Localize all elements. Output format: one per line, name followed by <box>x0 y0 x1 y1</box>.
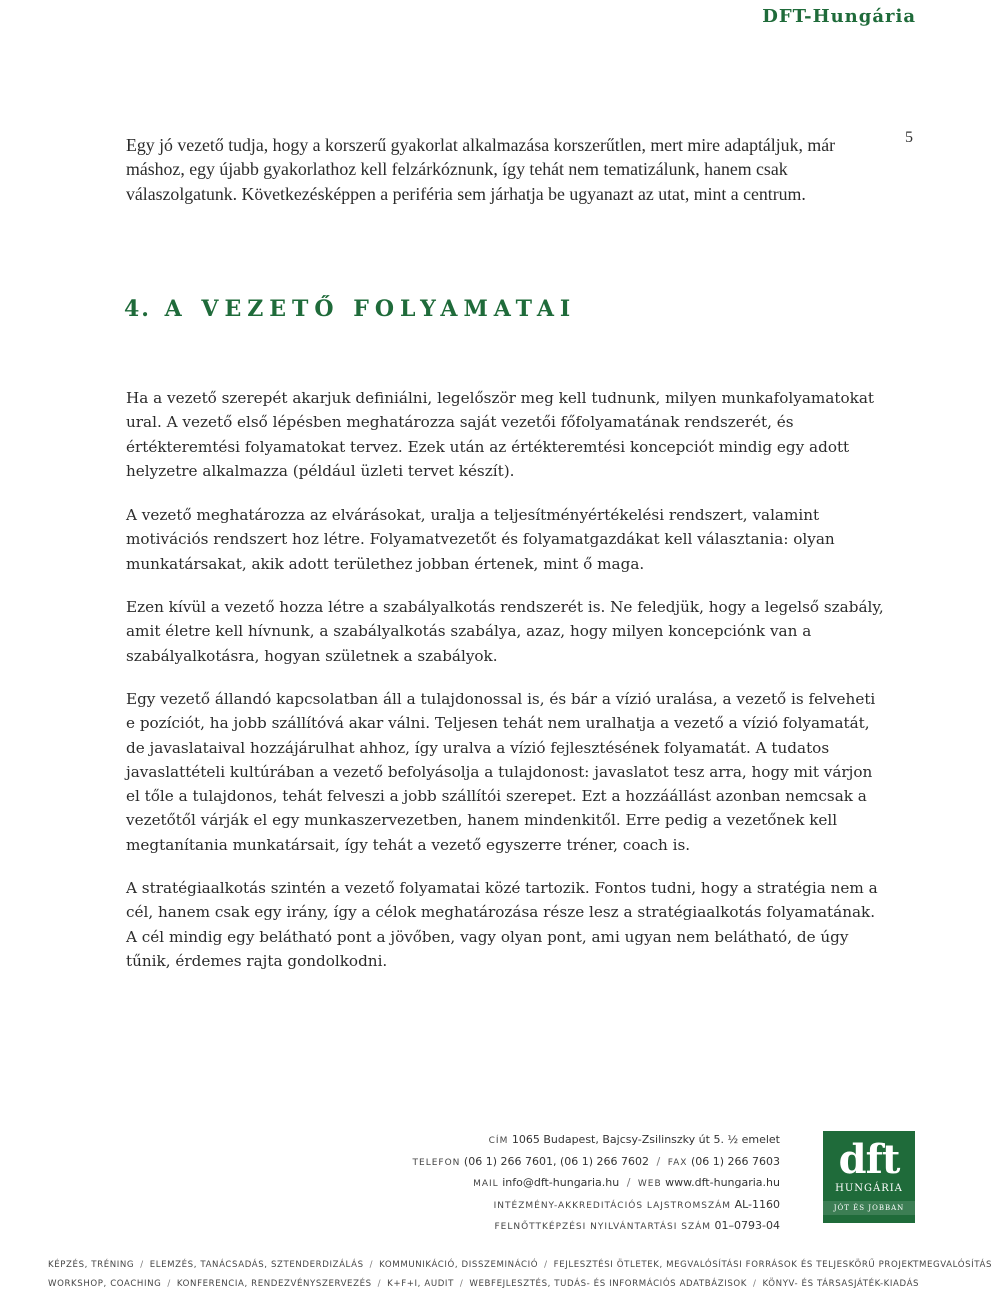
separator: / <box>544 1260 548 1270</box>
separator: / <box>167 1279 171 1289</box>
contact-block <box>413 1130 780 1238</box>
paragraph-5: A stratégiaalkotás szintén a vezető folyamatai közé tartozik. Fontos tudni, hogy a stratégia nem a cél, hanem csak egy irány, így a célok meghatározása része lesz a stratégiaalkotás folyamatának. A cél mindig egy belátható pont a jövőben, vagy olyan pont, ami ugyan nem belátható, de úgy tűnik, érdemes rajta gondolkodni. <box>126 879 878 970</box>
adult-ed-label: FELNŐTTKÉPZÉSI NYILVÁNTARTÁSI SZÁM <box>494 1222 712 1233</box>
logo-subtitle: HUNGÁRIA <box>835 1183 903 1194</box>
fax-label: FAX <box>667 1157 688 1168</box>
separator: / <box>140 1260 144 1270</box>
accreditation: AL-1160 <box>734 1197 780 1211</box>
separator: / <box>459 1279 464 1289</box>
section-heading <box>124 296 576 322</box>
logo-wordmark: dft <box>838 1136 900 1183</box>
fax: (06 1) 266 7603 <box>690 1154 780 1168</box>
adult-ed: 01–0793-04 <box>714 1219 780 1233</box>
separator: / <box>626 1176 631 1190</box>
phone-label: TELEFON <box>412 1157 461 1168</box>
paragraph-4: Egy vezető állandó kapcsolatban áll a tulajdonossal is, és bár a vízió uralása, a vezető is felveheti e pozíciót, ha jobb szállítóvá akar válni. Teljesen tehát nem uralhatja a vezető a vízió folyamatát, de javaslataival hozzájárulhat ahhoz, így uralva a vízió fejlesztésének folyamatát. A tudatos javaslattételi kultúrában a vezető befolyásolja a tulajdonost: javaslatot tesz arra, hogy mit várjon el tőle a tulajdonos, tehát felveszi a jobb szállítói szerepet. Ezt a hozzáállást azonban nemcsak a vezetőtől várják el egy munkaszervezetben, hanem mindenkitől. Erre pedig a vezetőnek kell megtanítania munkatársait, így tehát a vezető egyszerre tréner, coach is. <box>126 690 876 854</box>
section-number: 4. <box>124 296 151 322</box>
section-title: A VEZETŐ FOLYAMATAI <box>164 296 577 322</box>
page-number: 5 <box>905 129 913 146</box>
paragraph-1: Ha a vezető szerepét akarjuk definiálni, legelőször meg kell tudnunk, milyen munkafolyamatokat ural. A vezető első lépésben meghatározza saját vezetői főfolyamatának rendszerét, és értékteremtési folyamatokat tervez. Ezek után az értékteremtési koncepciót mindig egy adott helyzetre alkalmazza (például üzleti tervet készít). <box>126 389 874 480</box>
service-item: KÉPZÉS, TRÉNING <box>48 1260 135 1270</box>
service-item: WEBFEJLESZTÉS, TUDÁS- ÉS INFORMÁCIÓS ADATBÁZISOK <box>469 1279 748 1289</box>
paragraph-3: Ezen kívül a vezető hozza létre a szabályalkotás rendszerét is. Ne feledjük, hogy a legelső szabály, amit életre kell hívnunk, a szabályalkotás szabálya, azaz, hogy milyen koncepciónk van a szabályalkotásra, hogyan születnek a szabályok. <box>126 598 884 665</box>
service-item: FEJLESZTÉSI ÖTLETEK, MEGVALÓSÍTÁSI FORRÁSOK ÉS TELJESKÖRŰ PROJEKTMEGVALÓSÍTÁS <box>553 1260 992 1270</box>
adult-ed-line <box>413 1216 780 1238</box>
mail-label: MAIL <box>473 1179 499 1190</box>
paragraph-2: A vezető meghatározza az elvárásokat, uralja a teljesítményértékelési rendszert, valamint motivációs rendszert hoz létre. Folyamatvezetőt és folyamatgazdákat kell választania: olyan munkatársakat, akik adott területhez jobban értenek, mint ő maga. <box>126 506 835 573</box>
service-item: ELEMZÉS, TANÁCSADÁS, SZTENDERDIZÁLÁS <box>149 1260 364 1270</box>
address-label: CÍM <box>488 1136 509 1146</box>
separator: / <box>377 1279 382 1289</box>
address: 1065 Budapest, Bajcsy-Zsilinszky út 5. ½ emelet <box>511 1133 780 1146</box>
service-item: K+F+I, AUDIT <box>387 1279 454 1289</box>
mail-line <box>413 1173 780 1195</box>
brand-header: DFT-Hungária <box>762 6 916 27</box>
separator: / <box>753 1279 757 1289</box>
address-line <box>413 1130 780 1152</box>
phone-line <box>413 1152 780 1174</box>
phone: (06 1) 266 7601, (06 1) 266 7602 <box>463 1154 650 1168</box>
web[interactable]: www.dft-hungaria.hu <box>665 1176 780 1190</box>
services-line-1 <box>48 1260 992 1270</box>
separator: / <box>656 1154 661 1168</box>
mail[interactable]: info@dft-hungaria.hu <box>502 1176 620 1190</box>
service-item: KONFERENCIA, RENDEZVÉNYSZERVEZÉS <box>176 1279 372 1289</box>
logo-tagline: JÓT ÉS JOBBAN <box>823 1201 915 1215</box>
service-item: KOMMUNIKÁCIÓ, DISSZEMINÁCIÓ <box>379 1260 539 1270</box>
services-line-2 <box>48 1279 928 1289</box>
service-item: WORKSHOP, COACHING <box>48 1279 162 1289</box>
intro-paragraph: Egy jó vezető tudja, hogy a korszerű gyakorlat alkalmazása korszerűtlen, mert mire adaptáljuk, már máshoz, egy újabb gyakorlathoz kell felzárkóznunk, így tehát nem tematizálunk, hanem csak válaszolgatunk. Következésképpen a periféria sem járhatja be ugyanazt az utat, mint a centrum. <box>126 135 836 204</box>
dft-logo <box>823 1131 915 1223</box>
service-item: KÖNYV- ÉS TÁRSASJÁTÉK-KIADÁS <box>762 1279 920 1289</box>
web-label: WEB <box>637 1179 662 1190</box>
separator: / <box>369 1260 374 1270</box>
accreditation-label: INTÉZMÉNY-AKKREDITÁCIÓS LAJSTROMSZÁM <box>493 1200 732 1211</box>
accreditation-line <box>413 1195 780 1217</box>
